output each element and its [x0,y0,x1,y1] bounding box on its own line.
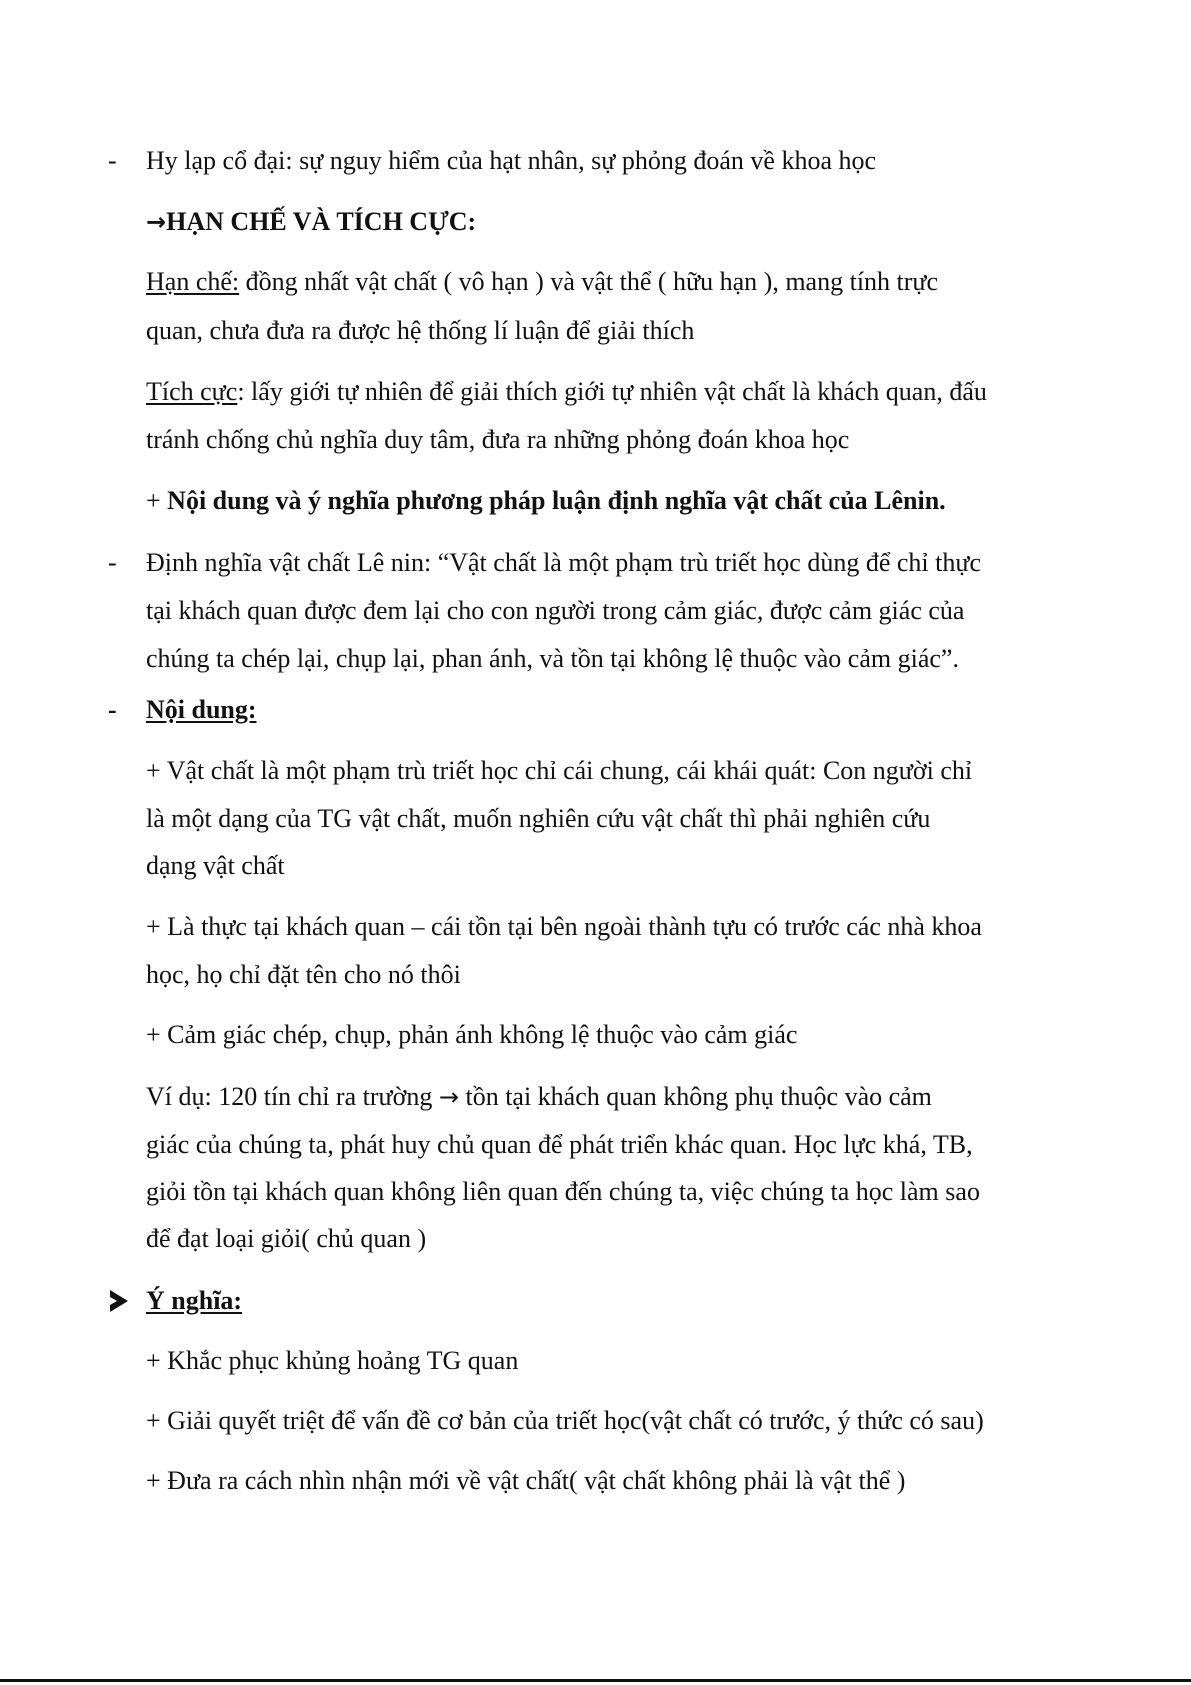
bullet-dash: - [108,146,117,175]
noi-dung-y-nghia-heading [146,484,946,518]
y-nghia-label: Ý nghĩa: [146,1286,243,1315]
right-arrow-icon: → [438,1083,459,1111]
noi-dung-2-line-1: + Là thực tại khách quan – cái tồn tại bên ngoài thành tựu có trước các nhà khoa [146,912,982,941]
noi-dung-1-line-3: dạng vật chất [146,851,285,880]
tich-cuc-text: : lấy giới tự nhiên để giải thích giới tự nhiên vật chất là khách quan, đấu [237,377,987,406]
definition-line-2: tại khách quan được đem lại cho con người trong cảm giác, được cảm giác của [146,596,965,625]
tich-cuc-line-2: tránh chống chủ nghĩa duy tâm, đưa ra những phỏng đoán khoa học [146,425,850,454]
noi-dung-3: + Cảm giác chép, chụp, phản ánh không lệ thuộc vào cảm giác [146,1020,798,1049]
han-che-text: đồng nhất vật chất ( vô hạn ) và vật thể ( hữu hạn ), mang tính trực [239,267,939,296]
definition-line-1: Định nghĩa vật chất Lê nin: “Vật chất là một phạm trù triết học dùng để chỉ thực [146,548,982,577]
right-arrow-icon: → [146,208,167,236]
y-nghia-1: + Khắc phục khủng hoảng TG quan [146,1346,519,1375]
bullet-dash: - [108,548,117,577]
tich-cuc-label: Tích cực [146,377,238,406]
page-bottom-border [0,1679,1191,1682]
vi-du-line-3: giỏi tồn tại khách quan không liên quan đến chúng ta, việc chúng ta học làm sao [146,1177,980,1206]
y-nghia-3: + Đưa ra cách nhìn nhận mới về vật chất( vật chất không phải là vật thể ) [146,1466,906,1495]
paragraph-hy-lap: Hy lạp cổ đại: sự nguy hiểm của hạt nhân, sự phỏng đoán về khoa học [146,146,877,175]
noi-dung-1-line-1: + Vật chất là một phạm trù triết học chỉ cái chung, cái khái quát: Con người chỉ [146,756,973,785]
vi-du-line-4: để đạt loại giỏi( chủ quan ) [146,1224,427,1253]
vi-du-line-2: giác của chúng ta, phát huy chủ quan để phát triển khác quan. Học lực khá, TB, [146,1130,973,1159]
heading-text: HẠN CHẾ VÀ TÍCH CỰC: [166,207,477,236]
noi-dung-2-line-2: học, họ chỉ đặt tên cho nó thôi [146,960,461,989]
vi-du-text-a: Ví dụ: 120 tín chỉ ra trường [146,1082,439,1111]
noi-dung-1-line-2: là một dạng của TG vật chất, muốn nghiên cứu vật chất thì phải nghiên cứu [146,804,931,833]
tich-cuc-line-1 [146,375,987,409]
noi-dung-label: Nội dung: [146,695,257,724]
noi-dung-y-nghia-text: Nội dung và ý nghĩa phương pháp luận định nghĩa vật chất của Lênin. [167,486,946,515]
vi-du-line-1 [146,1080,932,1114]
han-che-line-2: quan, chưa đưa ra được hệ thống lí luận để giải thích [146,316,695,345]
vi-du-text-b: tồn tại khách quan không phụ thuộc vào cảm [458,1082,932,1111]
han-che-label: Hạn chế: [146,267,240,296]
han-che-line-1 [146,265,938,299]
plus-marker: + [146,486,168,515]
bullet-dash: - [108,695,117,724]
heading-han-che-tich-cuc [146,205,476,239]
y-nghia-2: + Giải quyết triệt để vấn đề cơ bản của triết học(vật chất có trước, ý thức có sau) [146,1406,984,1435]
definition-line-3: chúng ta chép lại, chụp lại, phan ánh, và tồn tại không lệ thuộc vào cảm giác”. [146,644,959,673]
arrowhead-bullet-icon [110,1290,128,1312]
